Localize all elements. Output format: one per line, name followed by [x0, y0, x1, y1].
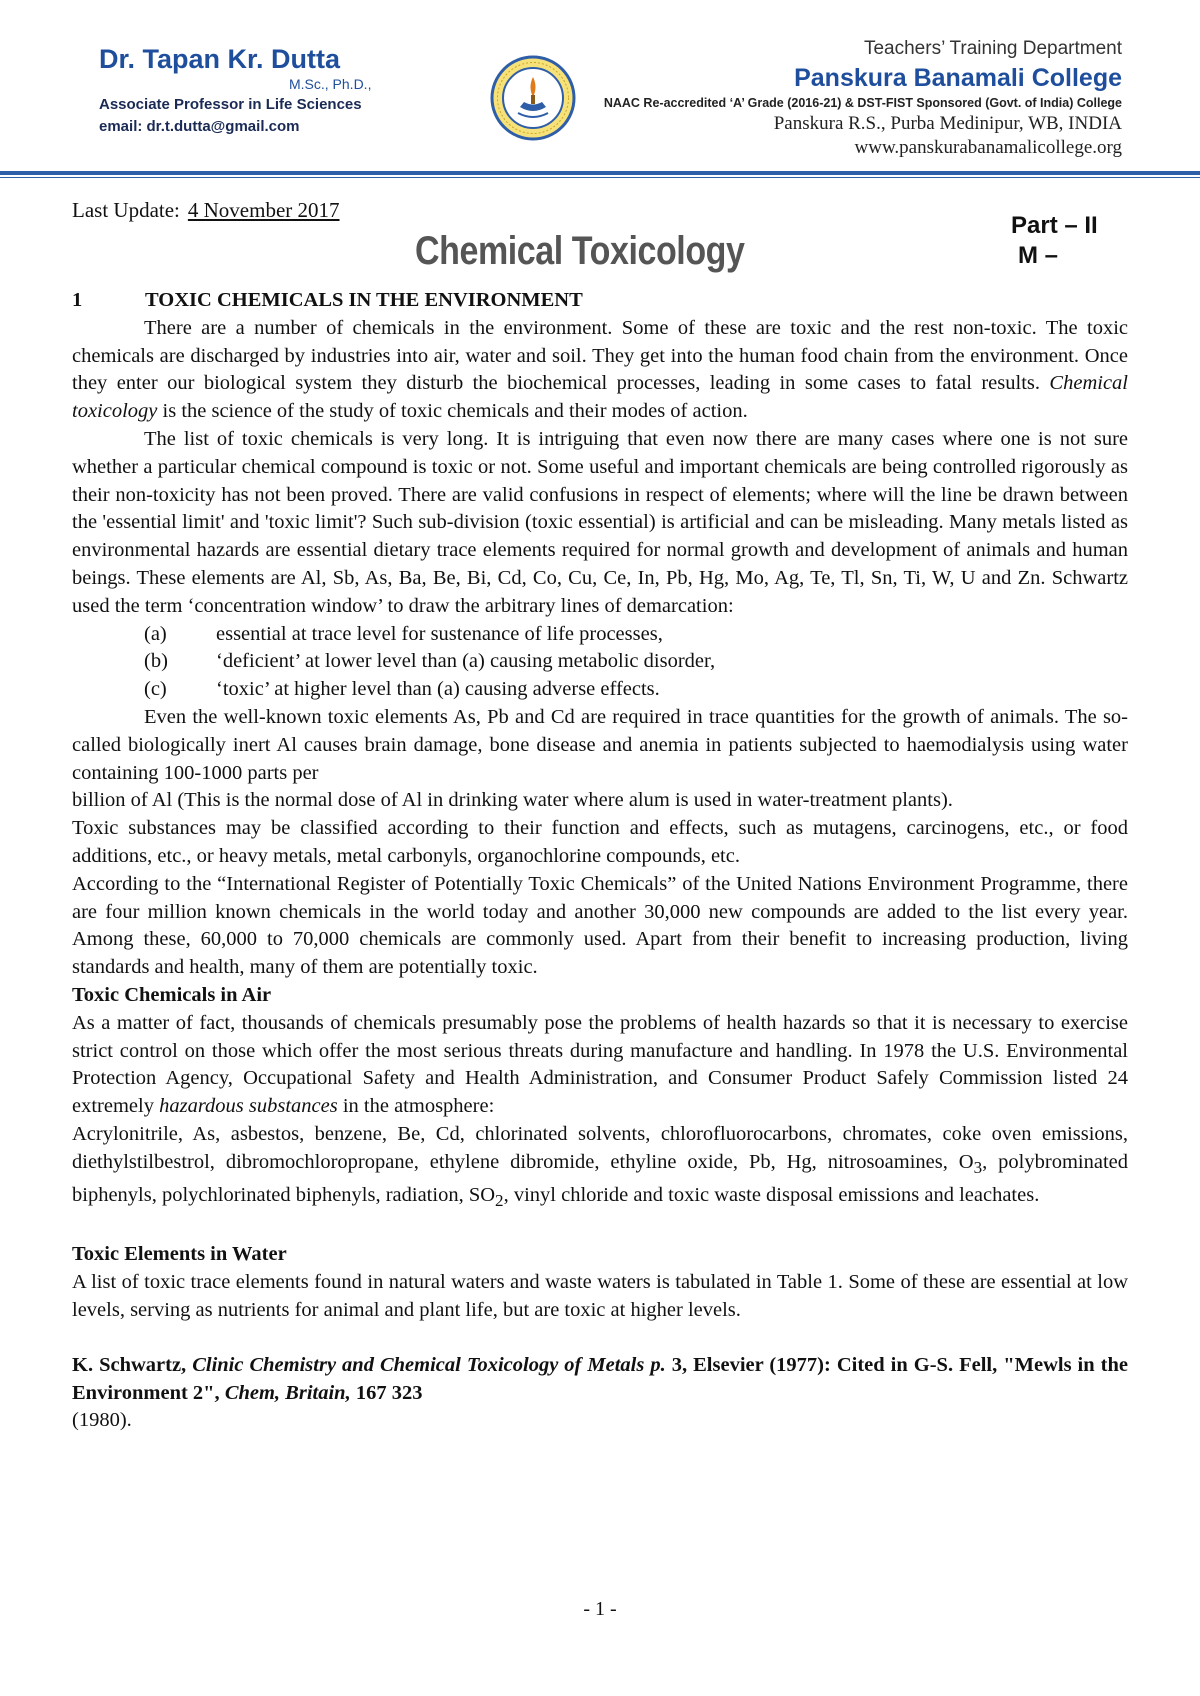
college-seal-icon — [490, 55, 576, 141]
list-label: (c) — [144, 678, 167, 701]
author-position: Associate Professor in Life Sciences — [99, 96, 362, 113]
section-title: TOXIC CHEMICALS IN THE ENVIRONMENT — [145, 289, 583, 311]
paragraph-trace: Even the well-known toxic elements As, Pb and Cd are required in trace quantities for the growth of animals. The so-called biologically inert Al causes brain damage, bone disease and anemia in patients subjected to haemodialysis using water containing 100-1000 parts per — [72, 705, 1128, 784]
college-website: www.panskurabanamalicollege.org — [854, 137, 1122, 158]
paragraph-intro — [72, 315, 1128, 426]
part-label: Part – II — [1011, 212, 1098, 239]
text-run: is the science of the study of toxic chemicals and their modes of action. — [157, 400, 748, 423]
m-label: M – — [1018, 242, 1059, 269]
author-email: email: dr.t.dutta@gmail.com — [99, 118, 300, 135]
emphasis-text: Chem, Britain, — [224, 1381, 351, 1404]
reference-year: (1980). — [72, 1409, 132, 1432]
list-label: (b) — [144, 650, 168, 673]
heading-water: Toxic Elements in Water — [72, 1243, 287, 1266]
text-run: K. Schwartz, — [72, 1353, 193, 1376]
page-title: Chemical Toxicology — [415, 229, 745, 273]
college-address: Panskura R.S., Purba Medinipur, WB, INDIA — [773, 113, 1122, 134]
subscript: 2 — [495, 1190, 504, 1210]
emphasis-text: Chemical toxicology — [72, 372, 1128, 423]
spacer — [72, 1214, 1128, 1241]
update-date: 4 November 2017 — [187, 198, 340, 222]
list-label: (a) — [144, 622, 167, 645]
paragraph-list-long: The list of toxic chemicals is very long. It is intriguing that even now there are many cases where one is not sure whether a particular chemical compound is toxic or not. Some useful and important chemicals are being controlled rigorously as their non-toxicity has not been proved. There are valid confusions in respect of elements; where will the line be drawn between the 'essential limit' and 'toxic limit'? Such sub-division (toxic essential) is artificial and can be misleading. Many metals listed as environmental hazards are essential dietary trace elements required for normal growth and development of animals and human beings. These elements are Al, Sb, As, Ba, Be, Bi, Cd, Co, Cu, Ce, In, Pb, Hg, Mo, Ag, Te, Tl, Sn, Ti, W, U and Zn. Schwartz used the term ‘concentration window’ to draw the arbitrary lines of demarcation: — [72, 427, 1128, 617]
text-run: As a matter of fact, thousands of chemicals presumably pose the problems of health hazards so that it is necessary to exercise strict control on those which offer the most serious threats during manufacture and handling. In 1978 the U.S. Environmental Protection Agency, Occupational Safety and Health Administration, and Consumer Product Safely Commission listed 24 extremely — [72, 1011, 1128, 1118]
section-number: 1 — [72, 289, 83, 311]
author-block — [99, 44, 371, 138]
author-name: Dr. Tapan Kr. Dutta — [99, 44, 341, 74]
list-text: ‘toxic’ at higher level than (a) causing adverse effects. — [216, 678, 660, 701]
department: Teachers’ Training Department — [863, 38, 1122, 59]
document-body — [72, 287, 1128, 1435]
paragraph-aluminium: billion of Al (This is the normal dose of Al in drinking water where alum is used in water-treatment plants). — [72, 789, 953, 812]
page-number: - 1 - — [583, 1598, 617, 1620]
page-header — [0, 0, 1200, 180]
paragraph-register: According to the “International Register of Potentially Toxic Chemicals” of the United Nations Environment Programme, there are four million known chemicals in the world today and another 30,000 new compounds are added to the list every year. Among these, 60,000 to 70,000 chemicals are commonly used. Apart from their benefit to increasing production, living standards and health, many of them are potentially toxic. — [72, 872, 1128, 979]
paragraph-water: A list of toxic trace elements found in natural waters and waste waters is tabulated in Table 1. Some of these are essential at low levels, serving as nutrients for animal and plant life, but are toxic at higher levels. — [72, 1271, 1128, 1322]
paragraph-air — [72, 1010, 1128, 1121]
reference — [72, 1352, 1128, 1408]
text-run: , polybrominated biphenyls, polychlorinated biphenyls, radiation, SO — [72, 1150, 1128, 1206]
list-item — [72, 648, 1128, 676]
list-text: ‘deficient’ at lower level than (a) causing metabolic disorder, — [216, 650, 716, 673]
text-run: , vinyl chloride and toxic waste disposal emissions and leachates. — [503, 1183, 1040, 1206]
header-rule-thin — [0, 177, 1200, 178]
section-heading — [72, 287, 1128, 315]
emphasis-text: Clinic Chemistry and Chemical Toxicology of Metals p. — [192, 1353, 666, 1376]
accreditation: NAAC Re-accredited ‘A’ Grade (2016-21) & DST-FIST Sponsored (Govt. of India) College — [603, 96, 1122, 110]
text-run: Acrylonitrile, As, asbestos, benzene, Be, Cd, chlorinated solvents, chlorofluorocarbons, chromates, coke oven emissions, diethylstilbestrol, dibromochloropropane, ethylene dibromide, ethyline oxide, Pb, Hg, nitrosoamines, O — [72, 1122, 1128, 1173]
subscript: 3 — [973, 1157, 983, 1177]
text-run: There are a number of chemicals in the environment. Some of these are toxic and the rest non-toxic. The toxic chemicals are discharged by industries into air, water and soil. They get into the human food chain from the environment. Once they enter our biological system they disturb the biochemical processes, leading in some cases to fatal results. — [72, 316, 1128, 395]
college-name: Panskura Banamali College — [794, 64, 1122, 92]
emphasis-text: hazardous substances — [159, 1095, 338, 1118]
college-block — [604, 36, 1122, 160]
list-item — [72, 676, 1128, 704]
paragraph-substances — [72, 1121, 1128, 1215]
text-run: 167 323 — [350, 1381, 423, 1404]
last-update — [72, 198, 340, 223]
list-item — [72, 621, 1128, 649]
text-run: 3, Elsevier (1977): Cited in G-S. Fell, "Mewls in the Environment 2", — [72, 1353, 1128, 1404]
list-text: essential at trace level for sustenance of life processes, — [216, 622, 663, 645]
update-label: Last Update: — [72, 198, 180, 222]
author-degrees: M.Sc., Ph.D., — [289, 76, 372, 92]
paragraph-classification: Toxic substances may be classified according to their function and effects, such as mutagens, carcinogens, etc., or food additions, etc., or heavy metals, metal carbonyls, organochlorine compounds, etc. — [72, 817, 1128, 867]
header-rule — [0, 171, 1200, 175]
spacer — [72, 1325, 1128, 1352]
heading-air: Toxic Chemicals in Air — [72, 983, 272, 1006]
text-run: in the atmosphere: — [337, 1095, 495, 1118]
